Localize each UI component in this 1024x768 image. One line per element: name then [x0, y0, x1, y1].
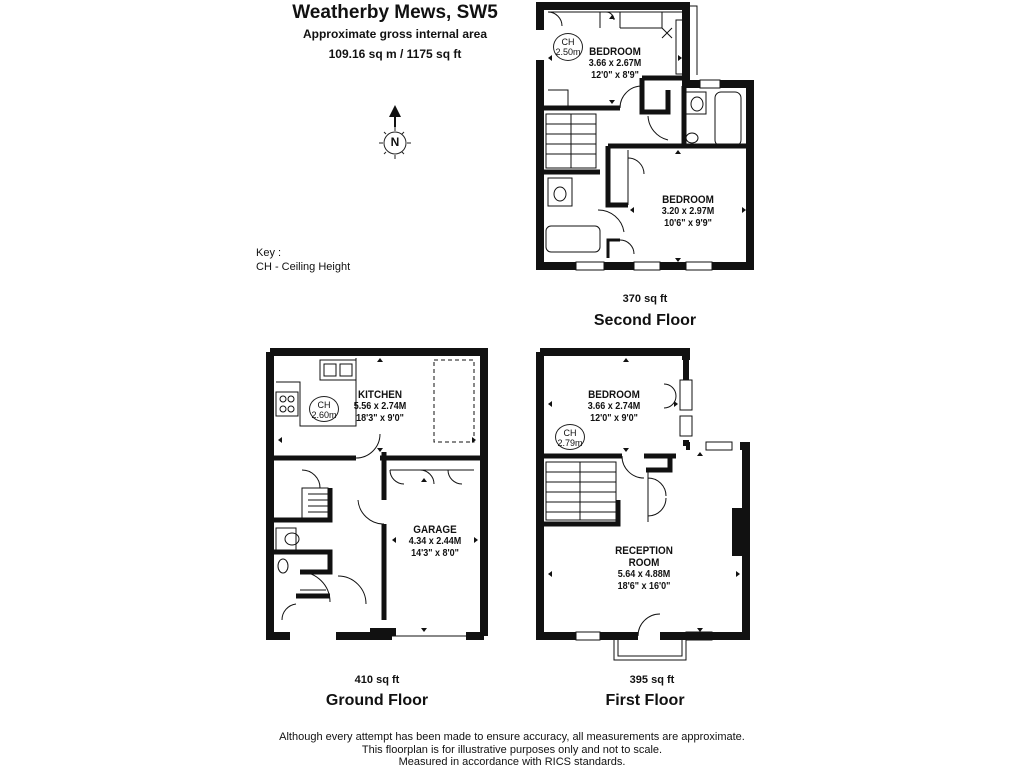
room-name: KITCHEN	[357, 389, 402, 401]
second-floor-bedroom-2	[643, 194, 733, 230]
ceiling-height-badge	[555, 424, 585, 450]
disclaimer-line-1: Although every attempt has been made to ensure accuracy, all measurements are approximate.	[279, 731, 745, 743]
page-title: Weatherby Mews, SW5	[292, 2, 498, 23]
ceiling-height-badge	[553, 33, 583, 61]
room-imperial: 14'3" x 8'0"	[411, 548, 459, 559]
room-name: BEDROOM	[589, 46, 641, 58]
ceiling-value: 2.60m	[311, 410, 337, 420]
first-floor-area: 395 sq ft	[629, 674, 675, 686]
key-heading: Key :	[256, 247, 282, 259]
room-metric: 3.20 x 2.97M	[661, 206, 715, 217]
room-metric: 3.66 x 2.67M	[588, 58, 642, 69]
ceiling-value: 2.50m	[555, 47, 581, 57]
disclaimer-line-3: Measured in accordance with RICS standards.	[398, 756, 626, 768]
room-imperial: 18'3" x 9'0"	[356, 413, 404, 424]
room-imperial: 12'0" x 9'0"	[590, 413, 638, 424]
total-area: 109.16 sq m / 1175 sq ft	[328, 47, 462, 61]
ground-floor-area: 410 sq ft	[354, 674, 400, 686]
ground-floor-title: Ground Floor	[325, 692, 429, 709]
room-metric: 3.66 x 2.74M	[587, 401, 641, 412]
room-name: BEDROOM	[662, 194, 714, 206]
room-name: GARAGE	[413, 524, 457, 536]
room-name-line2: ROOM	[628, 557, 660, 569]
room-imperial: 10'6" x 9'9"	[664, 218, 712, 229]
second-floor-title: Second Floor	[593, 312, 697, 329]
ground-floor-kitchen	[335, 389, 425, 425]
first-floor-bedroom	[569, 389, 659, 425]
area-caption: Approximate gross internal area	[302, 27, 488, 41]
ceiling-height-badge	[309, 396, 339, 422]
room-metric: 5.56 x 2.74M	[353, 401, 407, 412]
ground-floor-garage	[390, 524, 480, 560]
room-imperial: 12'0" x 8'9"	[591, 70, 639, 81]
key-legend	[256, 246, 350, 274]
first-floor-reception-room	[599, 545, 689, 593]
room-name: BEDROOM	[588, 389, 640, 401]
second-floor-area: 370 sq ft	[622, 293, 668, 305]
room-metric: 5.64 x 4.88M	[617, 569, 671, 580]
room-metric: 4.34 x 2.44M	[408, 536, 462, 547]
room-imperial: 18'6" x 16'0"	[617, 581, 671, 592]
second-floor-bedroom-1	[570, 46, 660, 82]
room-name: RECEPTION	[615, 545, 673, 557]
compass-north-label: N	[390, 135, 400, 149]
ceiling-abbr: CH	[561, 37, 575, 47]
key-item: CH - Ceiling Height	[256, 261, 351, 273]
ceiling-abbr: CH	[563, 428, 577, 438]
north-arrow-icon	[379, 105, 411, 159]
disclaimer-line-2: This floorplan is for illustrative purposes only and not to scale.	[361, 744, 663, 756]
first-floor-title: First Floor	[605, 692, 685, 709]
ceiling-abbr: CH	[317, 400, 331, 410]
ceiling-value: 2.79m	[557, 438, 583, 448]
